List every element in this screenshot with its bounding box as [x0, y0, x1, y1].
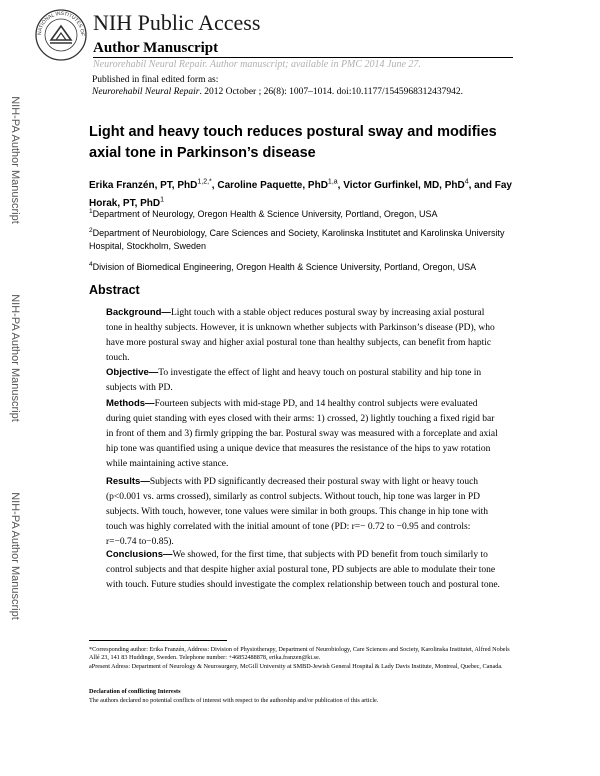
author: Victor Gurfinkel, MD, PhD$^4$, and — [343, 179, 495, 192]
abstract-background: Background—Light touch with a stable object reduces postural sway by increasing axial postural tone in healthy subjects. However, it is unknown whether subjects with Parkinson’s disease (PD), who have more postural sway and higher axial postural tone than healthy subjects, can benefit from haptic touch. — [106, 307, 495, 363]
journal-name: Neurorehabil Neural Repair — [92, 87, 200, 97]
author: Erika Franzén, PT, PhD$^{1,2,*}$, — [89, 179, 218, 192]
abstract-methods: Methods—Fourteen subjects with mid-stage PD, and 14 healthy control subjects were evaluated during quiet standing with eyes closed with their arms: 1) crossed, 2) lightly touching a fixed rigid bar in front of them and 3) firmly gripping the bar. Postural sway was measured with a forceplate and axial hip tone was quantified using a unique device that measures the resistance of the hips to yaw rotation while maintaining active stance. — [106, 398, 498, 469]
footnote-corresponding: *Corresponding author: Erika Franzén, Address: Division of Physiotherapy, Department of Neurobiology, Care Sciences and Society, Karolinska Institutet, Alfred Nobels Allé 23, 141 83 Huddinge, Sweden. Telephone number: +46852488878, erika.franzen@ki.se. — [89, 646, 510, 662]
published-label: Published in final edited form as: — [92, 75, 219, 85]
abstract-results: Results—Subjects with PD significantly decreased their postural sway with light or heavy touch (p<0.001 vs. arms crossed), similarly as control subjects. Without touch, hip tone was larger in PD subjects. With touch, however, tone values were similar in both groups. This change in hip tone with touch was highly correlated with the initial amount of tone (PD: r=− 0.72 to −0.95 and controls: r=−0.74 to−0.85). — [106, 476, 488, 547]
header-rule — [93, 57, 513, 58]
logo-text: NATIONAL INSTITUTES OF — [36, 10, 86, 37]
citation — [92, 87, 463, 97]
conflict-statement: The authors declared no potential conflicts of interest with respect to the authorship and/or publication of this article. — [89, 697, 379, 704]
side-watermark-1: NIH-PA Author Manuscript — [9, 96, 21, 224]
abstract-heading: Abstract — [89, 283, 140, 297]
author-manuscript-label: Author Manuscript — [93, 40, 219, 56]
affiliation: $^2$Department of Neurobiology, Care Sciences and Society, Karolinska Institutet and Karolinska University Hospital, Stockholm, Sweden — [89, 227, 505, 251]
affiliation: $^4$Division of Biomedical Engineering, Oregon Health & Science University, Portland, Oregon, USA — [89, 261, 477, 272]
conflict-heading: Declaration of conflicting Interests — [89, 688, 181, 695]
nih-public-access-title: NIH Public Access — [93, 10, 261, 35]
availability-line: Neurorehabil Neural Repair. Author manuscript; available in PMC 2014 June 27. — [93, 59, 421, 70]
author: Fay Horak, PT, PhD$^1$ — [89, 180, 512, 209]
footnote-rule — [89, 640, 227, 641]
article-title: Light and heavy touch reduces postural sway and modifies axial tone in Parkinson’s disease — [89, 124, 497, 161]
nih-logo — [34, 8, 88, 62]
citation-details: . 2012 October ; 26(8): 1007–1014. doi:10.1177/1545968312437942. — [199, 87, 464, 97]
author: Caroline Paquette, PhD$^{1,a}$, — [217, 179, 344, 192]
affiliation: $^1$Department of Neurology, Oregon Health & Science University, Portland, Oregon, USA — [89, 208, 438, 219]
side-watermark-2: NIH-PA Author Manuscript — [9, 294, 21, 422]
side-watermark-3: NIH-PA Author Manuscript — [9, 492, 21, 620]
abstract-conclusions: Conclusions—We showed, for the first time, that subjects with PD benefit from touch similarly to control subjects and that despite higher axial postural tone, PD subjects are able to modulate their tone with touch. Future studies should investigate the complex relationship between touch and postural tone. — [106, 549, 500, 590]
footnote-present-address: aPresent Adress: Department of Neurology & Neurosurgery, McGill University at SMBD-Jewish General Hospital & Lady Davis Institute, Montreal, Quebec, Canada. — [89, 663, 503, 670]
svg-text:NATIONAL INSTITUTES OF HEALTH — [34, 8, 85, 36]
abstract-objective: Objective—To investigate the effect of light and heavy touch on postural stability and hip tone in subjects with PD. — [106, 367, 482, 393]
